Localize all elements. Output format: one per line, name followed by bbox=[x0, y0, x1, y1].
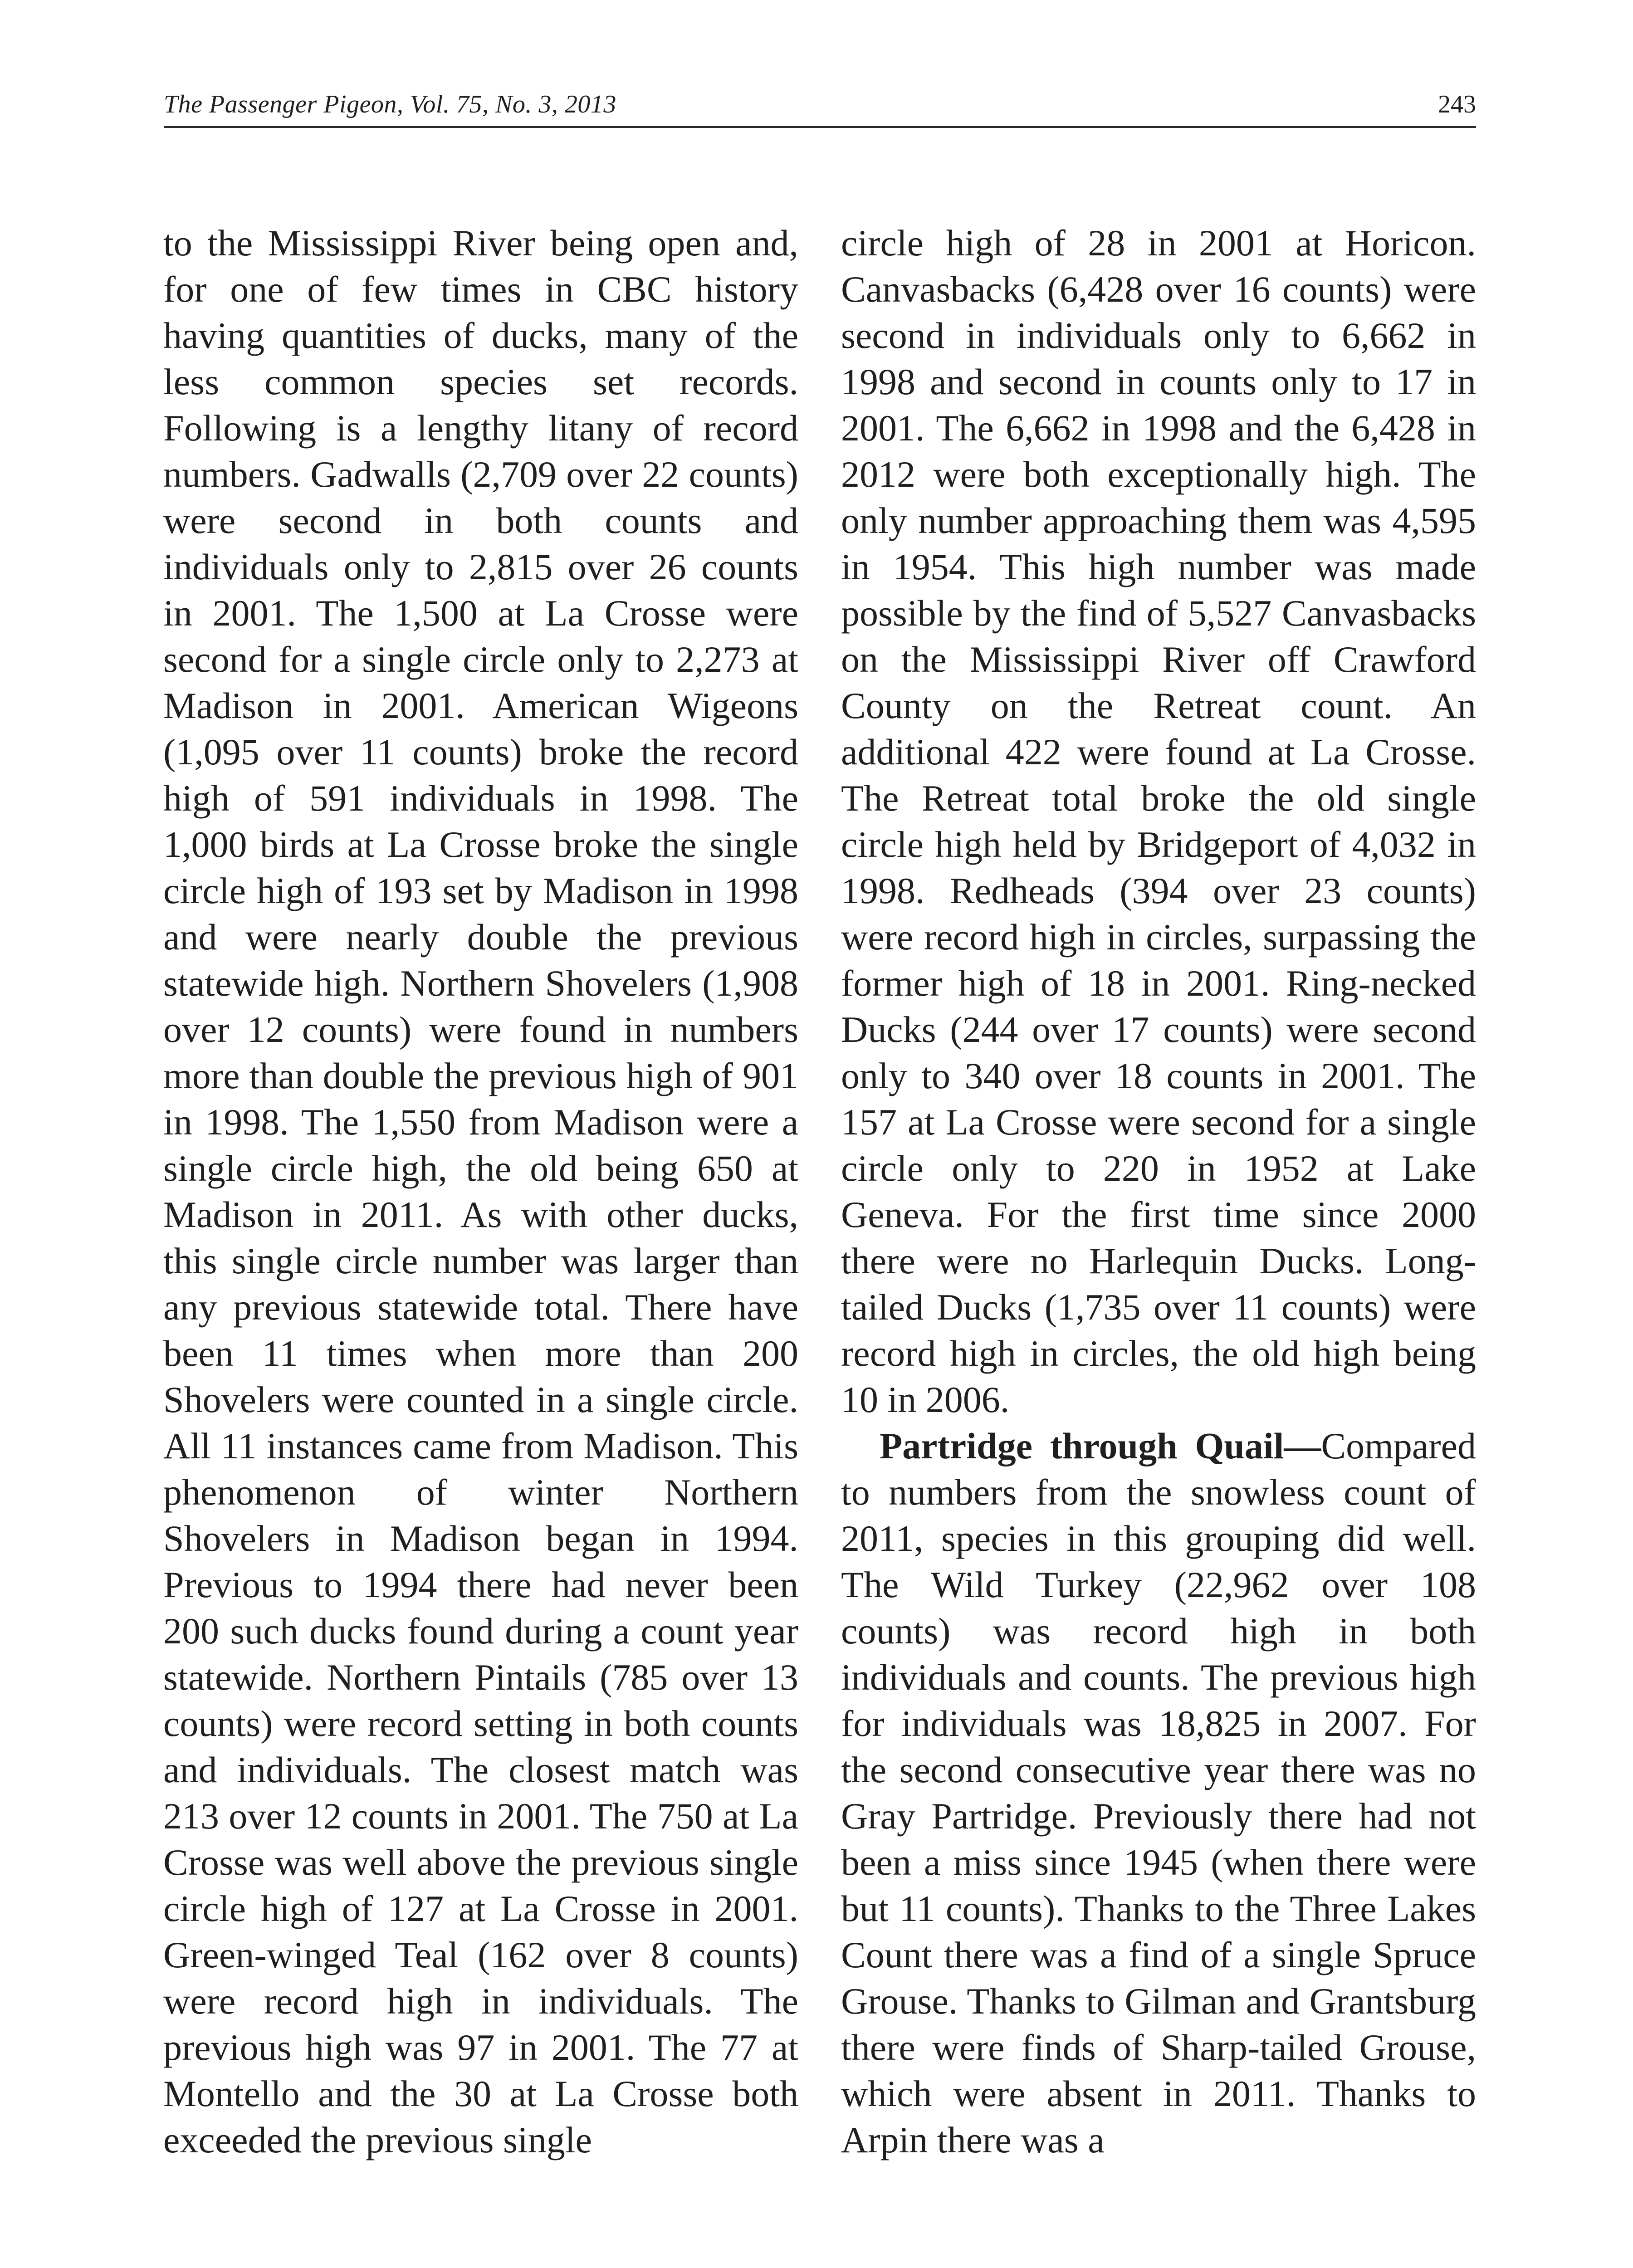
text-column-left bbox=[163, 220, 798, 2163]
journal-citation: The Passenger Pigeon, Vol. 75, No. 3, 2013 bbox=[164, 90, 616, 118]
running-head bbox=[164, 90, 1476, 128]
section-heading: Partridge through Quail— bbox=[880, 1425, 1321, 1466]
paragraph-continued: to the Mississippi River being open and, for one of few times in CBC history having quantities of ducks, many of the less common species set records. Following is a lengthy litany of record numbers. Gadwalls (2,709 over 22 counts) were second in both counts and individuals only to 2,815 over 26 counts in 2001. The 1,500 at La Crosse were second for a single circle only to 2,273 at Madison in 2001. American Wigeons (1,095 over 11 counts) broke the record high of 591 individuals in 1998. The 1,000 birds at La Crosse broke the single circle high of 193 set by Madison in 1998 and were nearly double the previous statewide high. Northern Shovelers (1,908 over 12 counts) were found in numbers more than double the previous high of 901 in 1998. The 1,550 from Madison were a single circle high, the old being 650 at Madison in 2011. As with other ducks, this single circle number was larger than any previous statewide total. There have been 11 times when more than 200 Shovelers were counted in a single circle. All 11 instances came from Madison. This phenomenon of winter Northern Shovelers in Madison began in 1994. Previous to 1994 there had never been 200 such ducks found during a count year statewide. Northern Pintails (785 over 13 counts) were record setting in both counts and individuals. The closest match was 213 over 12 counts in 2001. The 750 at La Crosse was well above the previous single circle high of 127 at La Crosse in 2001. Green-winged Teal (162 over 8 counts) were record high in individuals. The previous high was 97 in 2001. The 77 at Montello and the 30 at La Crosse both exceeded the previous single bbox=[163, 222, 798, 2160]
page-number: 243 bbox=[1438, 90, 1476, 118]
paragraph-text: Compared to numbers from the snowless count of 2011, species in this grouping did well. The Wild Turkey (22,962 over 108 counts) was record high in both individuals and counts. The previous high for individuals was 18,825 in 2007. For the second consecutive year there was no Gray Partridge. Previously there had not been a miss since 1945 (when there were but 11 counts). Thanks to the Three Lakes Count there was a find of a single Spruce Grouse. Thanks to Gilman and Grantsburg there were finds of Sharp-tailed Grouse, which were absent in 2011. Thanks to Arpin there was a bbox=[841, 1425, 1476, 2160]
paragraph-continued-right: circle high of 28 in 2001 at Horicon. Canvasbacks (6,428 over 16 counts) were second in individuals only to 6,662 in 1998 and second in counts only to 17 in 2001. The 6,662 in 1998 and the 6,428 in 2012 were both exceptionally high. The only number approaching them was 4,595 in 1954. This high number was made possible by the find of 5,527 Canvasbacks on the Mississippi River off Crawford County on the Retreat count. An additional 422 were found at La Crosse. The Retreat total broke the old single circle high held by Bridgeport of 4,032 in 1998. Redheads (394 over 23 counts) were record high in circles, surpassing the former high of 18 in 2001. Ring-necked Ducks (244 over 17 counts) were second only to 340 over 18 counts in 2001. The 157 at La Crosse were second for a single circle only to 220 in 1952 at Lake Geneva. For the first time since 2000 there were no Harlequin Ducks. Long-tailed Ducks (1,735 over 11 counts) were record high in circles, the old high being 10 in 2006. bbox=[841, 222, 1476, 1420]
paragraph-partridge-quail bbox=[841, 1423, 1476, 2163]
text-column-right bbox=[841, 220, 1476, 2163]
